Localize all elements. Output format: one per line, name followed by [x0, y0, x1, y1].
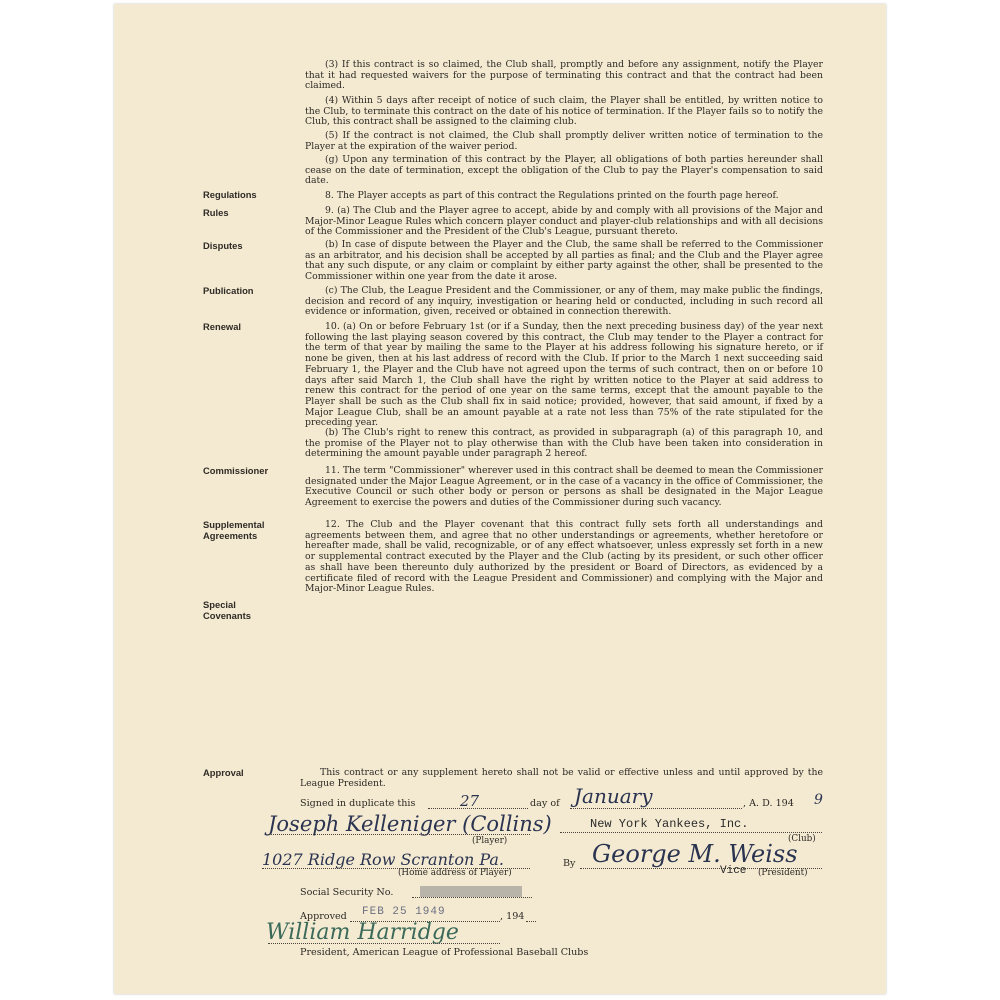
by-label: By — [563, 858, 576, 869]
club-line — [560, 832, 822, 833]
paragraph-10a: 10. (a) On or before February 1st (or if a Sunday, then the next preceding business day) of the year next following the last playing season covered by this contract, the Club may tender to the Player a contract for the term of that year by mailing the same to the Player at his address following his signature hereto, or if none be given, then at his last address of record with the Club. If prior to the March 1 next succeeding said February 1, the Player and the Club have not agreed upon the terms of such contract, then on or before 10 days after said March 1, the Club shall have the right by written notice to the Player at said address to renew this contract for the period of one year on the same terms, except that the amount payable to the Player shall be such as the Club shall fix in said notice; provided, however, that said amount, if fixed by a Major League Club, shall be an amount payable at a rate not less than 75% of the rate stipulated for the preceding year. — [305, 321, 823, 429]
president-sig-line — [268, 943, 500, 944]
player-signature: Joseph Kelleniger (Collins) — [268, 812, 552, 836]
home-address-caption: (Home address of Player) — [398, 868, 512, 878]
player-sig-line — [268, 834, 530, 835]
ssn-redaction — [420, 886, 522, 897]
paragraph-12: 12. The Club and the Player covenant that this contract fully sets forth all understandings and agreements between them, and agree that no other understandings or agreements, whether heretofore or hereafter made, shall be valid, recognizable, or of any effect whatsoever, unless expressly set forth in a new or supplemental contract executed by the Player and the Club (acting by its president, or such other officer as shall have been thereunto duly authorized by the president or Board of Directors, as evidenced by a certificate filed of record with the League President and Commissioner) and complying with the Major and Major-Minor League Rules. — [305, 519, 823, 595]
home-address-value: 1027 Ridge Row Scranton Pa. — [262, 850, 505, 869]
month-value: January — [574, 784, 653, 808]
paragraph-11: 11. The term "Commissioner" wherever used in this contract shall be deemed to mean the Commissioner designated under the Major League Agreement, or in the case of a vacancy in the office of Commissioner, the Executive Council or such other body or person or persons as shall be designated in the Major League Agreement to exercise the powers and duties of the Commissioner during such vacancy. — [305, 465, 823, 509]
paragraph-10b: (b) The Club's right to renew this contract, as provided in subparagraph (a) of this paragraph 10, and the promise of the Player not to play otherwise than with the Club have been taken into consideration in determining the amount payable under paragraph 2 hereof. — [305, 427, 823, 460]
approved-year-line — [526, 921, 536, 922]
club-signature: George M. Weiss — [592, 840, 798, 868]
ssn-line — [412, 897, 532, 898]
label-rules: Rules — [203, 207, 229, 218]
label-regulations: Regulations — [203, 189, 257, 200]
label-publication: Publication — [203, 285, 254, 296]
paragraph-g: (g) Upon any termination of this contract by the Player, all obligations of both parties hereunder shall cease on the date of termination, except the obligation of the Club to pay the Player's compensation to said date. — [305, 154, 823, 187]
ssn-label: Social Security No. — [300, 887, 394, 898]
day-of-label: day of — [530, 798, 560, 809]
approved-year: , 194 — [500, 911, 525, 922]
label-renewal: Renewal — [203, 321, 242, 332]
club-caption: (Club) — [788, 834, 816, 844]
paragraph-7-5: (5) If the contract is not claimed, the Club shall promptly deliver written notice of termination to the Player at the expiration of the waiver period. — [305, 130, 823, 152]
player-caption: (Player) — [472, 836, 508, 846]
approval-paragraph: This contract or any supplement hereto shall not be valid or effective unless and until approved by the League President. — [300, 767, 823, 789]
paragraph-9a: 9. (a) The Club and the Player agree to accept, abide by and comply with all provisions of the Major and Major-Minor League Rules which concern player conduct and player-club relationships and with all decisions of the Commissioner and the President of the Club's League, pursuant thereto. — [305, 205, 823, 238]
label-approval: Approval — [203, 767, 244, 778]
label-special-covenants: Special Covenants — [203, 599, 251, 621]
vice-typed: Vice — [720, 865, 747, 877]
day-value: 27 — [460, 792, 480, 810]
label-commissioner: Commissioner — [203, 465, 269, 476]
president-signature: William Harridge — [266, 920, 459, 945]
paragraph-8: 8. The Player accepts as part of this contract the Regulations printed on the fourth page hereof. — [325, 190, 779, 201]
month-line — [570, 808, 742, 809]
president-caption: (President) — [758, 868, 808, 878]
signed-prefix: Signed in duplicate this — [300, 798, 416, 809]
club-name: New York Yankees, Inc. — [590, 817, 749, 831]
label-supplemental: Supplemental Agreements — [203, 519, 265, 541]
approved-label: Approved — [300, 911, 347, 922]
paragraph-9b: (b) In case of dispute between the Player and the Club, the same shall be referred to the Commissioner as an arbitrator, and his decision shall be accepted by all parties as final; and the Club and the Player agree that any such dispute, or any claim or complaint by either party against the other, shall be presented to the Commissioner within one year from the date it arose. — [305, 239, 823, 283]
president-line: President, American League of Professional Baseball Clubs — [300, 947, 589, 958]
paragraph-7-3: (3) If this contract is so claimed, the Club shall, promptly and before any assignment, notify the Player that it had requested waivers for the purpose of terminating this contract and that the contract had been claimed. — [305, 59, 823, 92]
year-digit: 9 — [814, 792, 823, 808]
approved-date-stamp: FEB 25 1949 — [362, 906, 446, 918]
paragraph-7-4: (4) Within 5 days after receipt of notice of such claim, the Player shall be entitled, by written notice to the Club, to terminate this contract on the date of his notice of termination. If the Player fails so to notify the Club, this contract shall be assigned to the claiming club. — [305, 95, 823, 128]
paragraph-9c: (c) The Club, the League President and the Commissioner, or any of them, may make public the findings, decision and record of any inquiry, investigation or hearing held or conducted, including in such record all evidence or information, given, received or obtained in connection therewith. — [305, 285, 823, 318]
label-disputes: Disputes — [203, 240, 243, 251]
ad-label: , A. D. 194 — [743, 798, 794, 809]
